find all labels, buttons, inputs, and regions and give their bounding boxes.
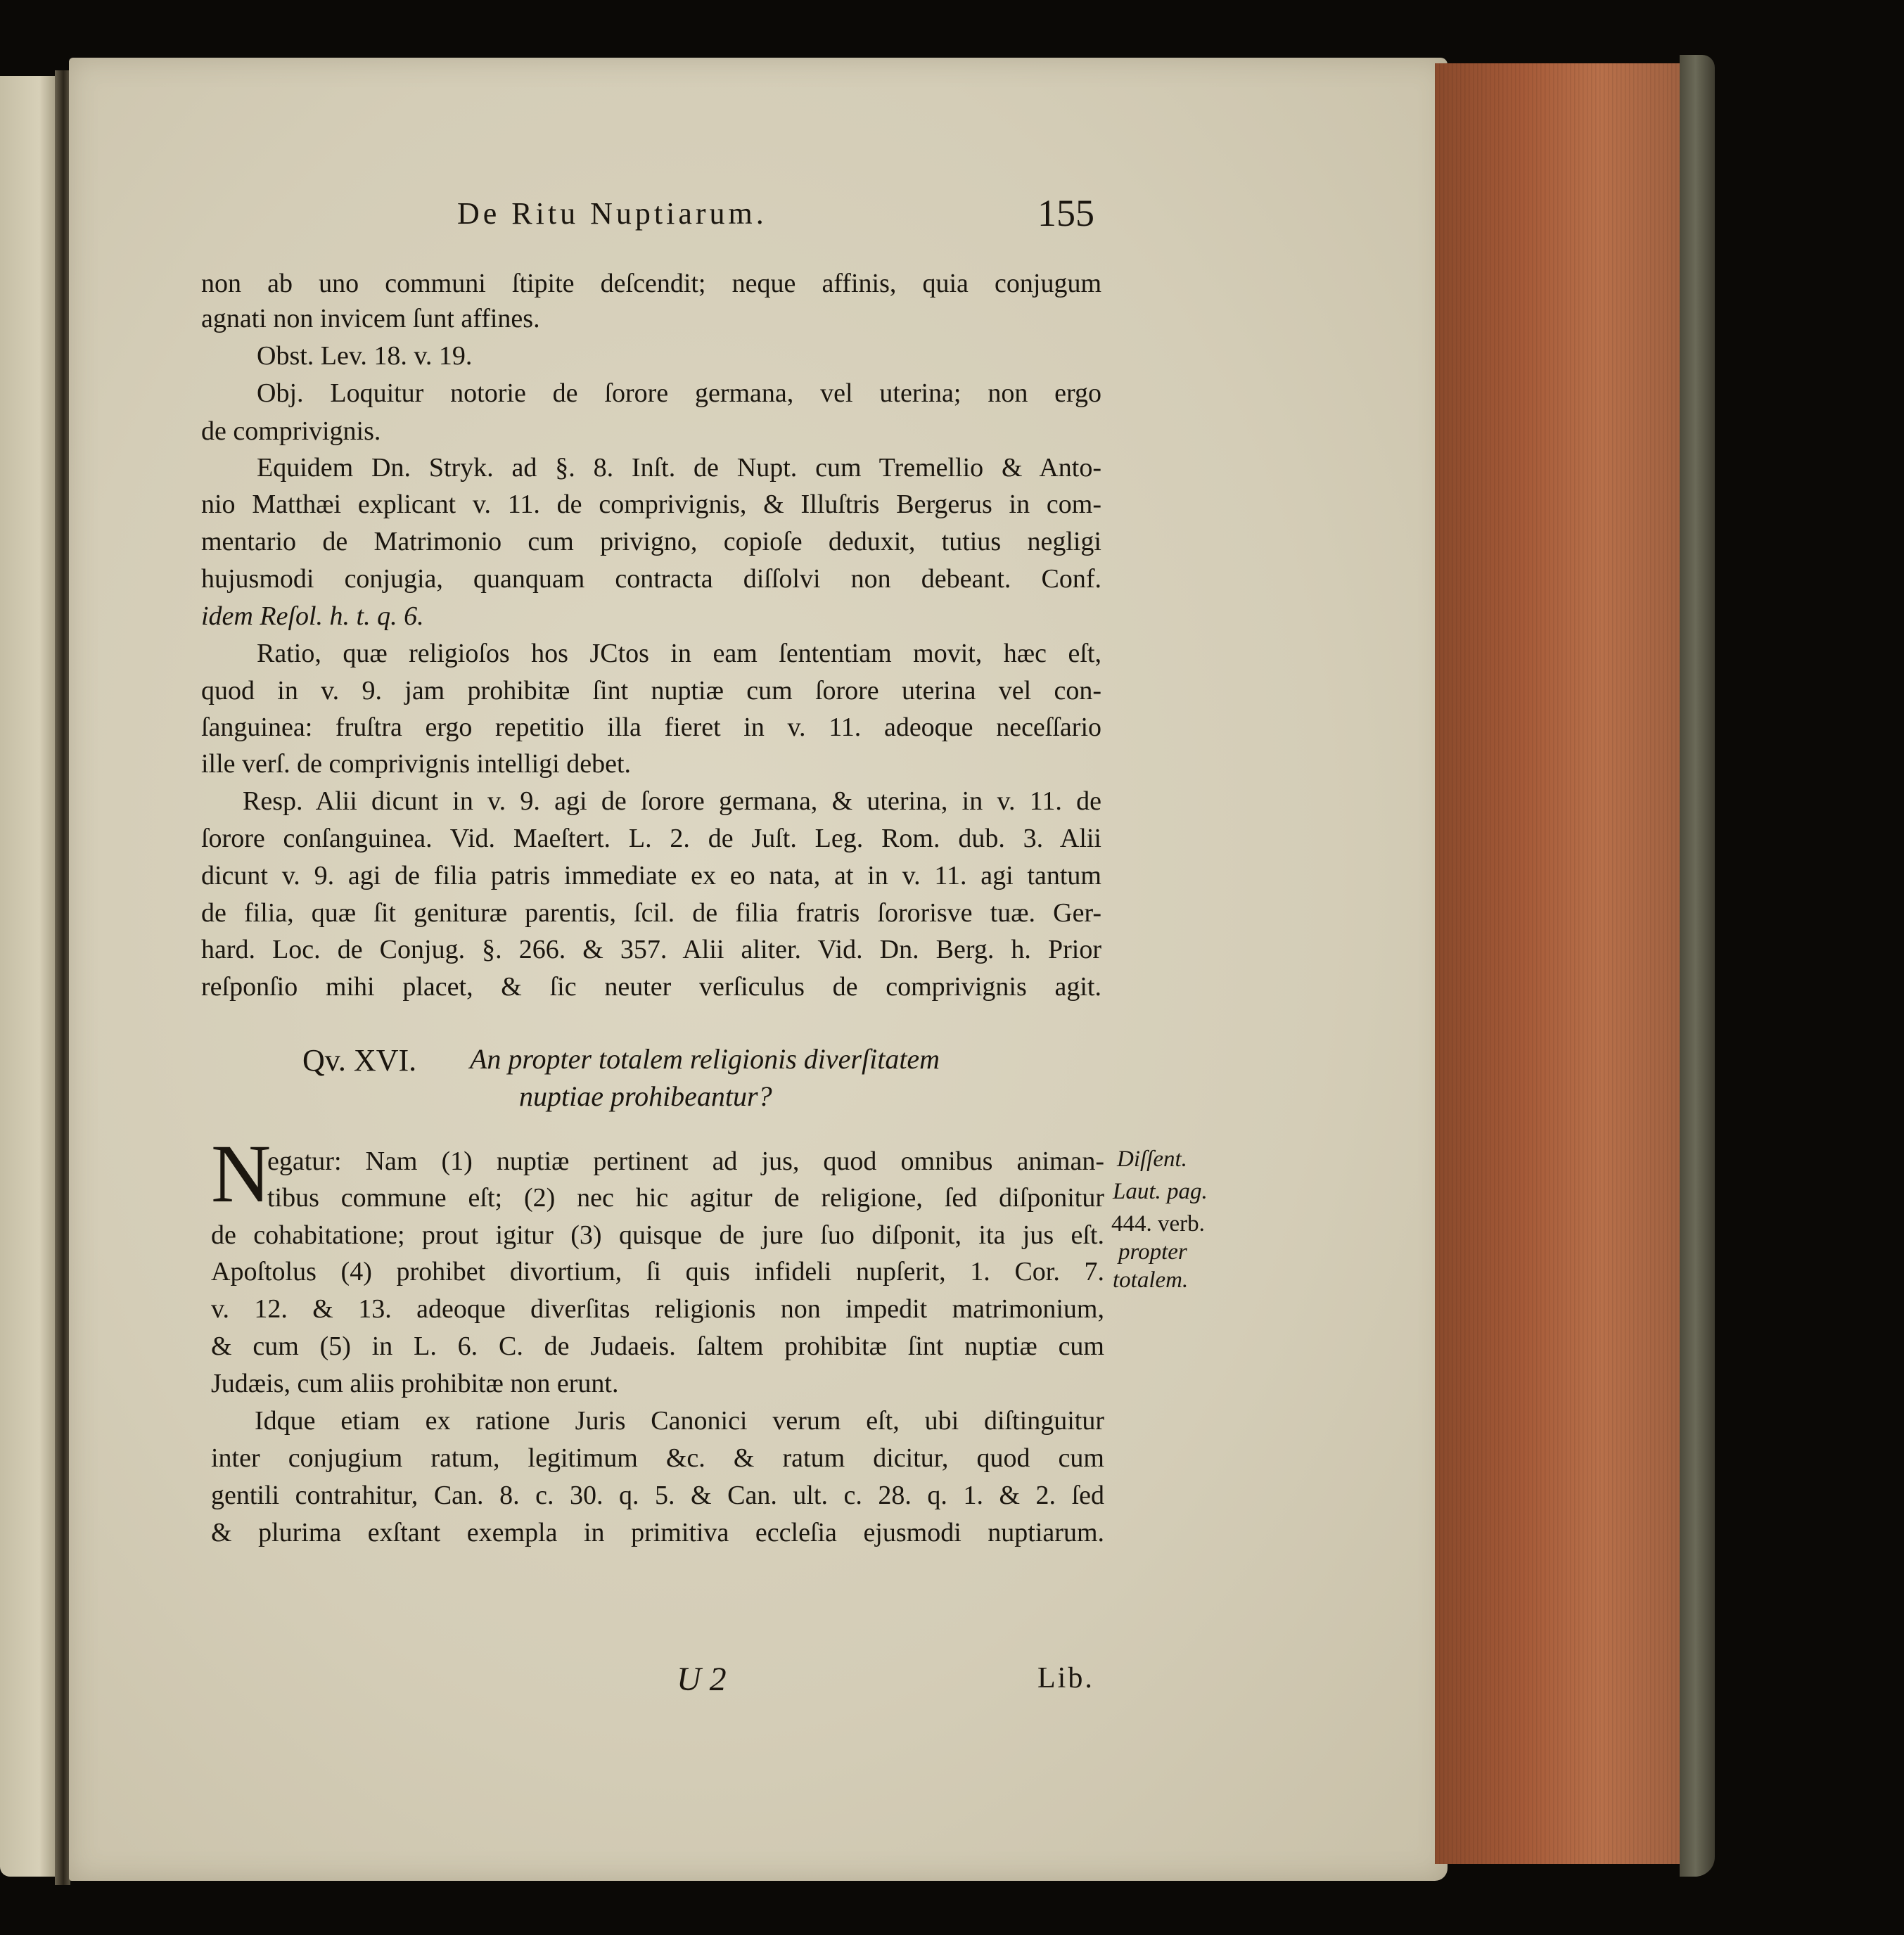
question-title-line-2: nuptiae prohibeantur? xyxy=(519,1080,772,1112)
drop-cap-initial: N xyxy=(211,1128,271,1220)
answer-line: de cohabitatione; prout igitur (3) quisque de jure ſuo diſponit, ita jus eſt. xyxy=(211,1220,1104,1250)
signature-mark: U 2 xyxy=(677,1661,727,1698)
book-gutter xyxy=(55,70,70,1885)
answer-line: & cum (5) in L. 6. C. de Judaeis. ſaltem prohibitæ ſint nuptiæ cum xyxy=(211,1331,1104,1361)
body-line: nio Matthæi explicant v. 11. de comprivignis, & Illuſtris Bergerus in com- xyxy=(201,490,1101,519)
body-line: Equidem Dn. Stryk. ad §. 8. Inſt. de Nupt. cum Tremellio & Anto- xyxy=(257,453,1101,483)
answer-line: Judæis, cum aliis prohibitæ non erunt. xyxy=(211,1369,619,1398)
body-line: hard. Loc. de Conjug. §. 266. & 357. Alii aliter. Vid. Dn. Berg. h. Prior xyxy=(201,935,1101,964)
side-note-line: Diſſent. xyxy=(1117,1147,1187,1172)
answer-line: v. 12. & 13. adeoque diverſitas religionis non impedit matrimonium, xyxy=(211,1294,1104,1324)
body-line: non ab uno communi ſtipite deſcendit; neque affinis, quia conjugum xyxy=(201,269,1101,298)
side-note-line: totalem. xyxy=(1113,1267,1189,1293)
question-title-line-1: An propter totalem religionis diverſitatem xyxy=(470,1043,940,1075)
body-line: Obst. Lev. 18. v. 19. xyxy=(257,341,473,371)
body-line: hujusmodi conjugia, quanquam contracta diſſolvi non debeant. Conf. xyxy=(201,564,1101,594)
catchword: Lib. xyxy=(1037,1662,1094,1694)
body-line: mentario de Matrimonio cum privigno, copioſe deduxit, tutius negligi xyxy=(201,527,1101,556)
body-line: de filia, quæ ſit genituræ parentis, ſcil. de filia fratris ſororisve tuæ. Ger- xyxy=(201,898,1101,928)
body-line: reſponſio mihi placet, & ſic neuter verſiculus de comprivignis agit. xyxy=(201,972,1101,1002)
side-note-line: propter xyxy=(1118,1239,1187,1265)
page-number: 155 xyxy=(1037,192,1094,234)
body-line: de comprivignis. xyxy=(201,416,381,446)
answer-line: Idque etiam ex ratione Juris Canonici verum eſt, ubi diſtinguitur xyxy=(255,1406,1104,1436)
page-edges xyxy=(1435,63,1688,1864)
running-head: De Ritu Nuptiarum. xyxy=(457,196,767,231)
left-page-edge xyxy=(0,76,56,1877)
question-label: Qv. XVI. xyxy=(302,1043,417,1078)
answer-line: Apoſtolus (4) prohibet divortium, ſi quis infideli nupſerit, 1. Cor. 7. xyxy=(211,1257,1104,1286)
side-note-line: Laut. pag. xyxy=(1113,1179,1208,1204)
answer-line: & plurima exſtant exempla in primitiva eccleſia ejusmodi nuptiarum. xyxy=(211,1518,1104,1547)
answer-line: tibus commune eſt; (2) nec hic agitur de religione, ſed diſponitur xyxy=(267,1183,1104,1213)
book-binding xyxy=(1680,55,1715,1877)
body-line: ille verſ. de comprivignis intelligi debet. xyxy=(201,749,632,779)
answer-line: gentili contrahitur, Can. 8. c. 30. q. 5. & Can. ult. c. 28. q. 1. & 2. ſed xyxy=(211,1481,1104,1510)
side-note-line: 444. verb. xyxy=(1111,1211,1205,1237)
answer-line: egatur: Nam (1) nuptiæ pertinent ad jus, quod omnibus animan- xyxy=(267,1147,1104,1176)
body-line: dicunt v. 9. agi de filia patris immediate ex eo nata, at in v. 11. agi tantum xyxy=(201,861,1101,890)
body-line: ſanguinea: fruſtra ergo repetitio illa fieret in v. 11. adeoque neceſſario xyxy=(201,713,1101,742)
body-line: Resp. Alii dicunt in v. 9. agi de ſorore germana, & uterina, in v. 11. de xyxy=(243,786,1101,816)
body-line: idem Reſol. h. t. q. 6. xyxy=(201,601,424,631)
body-line: Obj. Loquitur notorie de ſorore germana, vel uterina; non ergo xyxy=(257,378,1101,408)
body-line: ſorore conſanguinea. Vid. Maeſtert. L. 2. de Juſt. Leg. Rom. dub. 3. Alii xyxy=(201,824,1101,853)
body-line: Ratio, quæ religioſos hos JCtos in eam ſententiam movit, hæc eſt, xyxy=(257,639,1101,668)
body-line: agnati non invicem ſunt affines. xyxy=(201,304,540,333)
body-line: quod in v. 9. jam prohibitæ ſint nuptiæ cum ſorore uterina vel con- xyxy=(201,676,1101,705)
answer-line: inter conjugium ratum, legitimum &c. & ratum dicitur, quod cum xyxy=(211,1443,1104,1473)
